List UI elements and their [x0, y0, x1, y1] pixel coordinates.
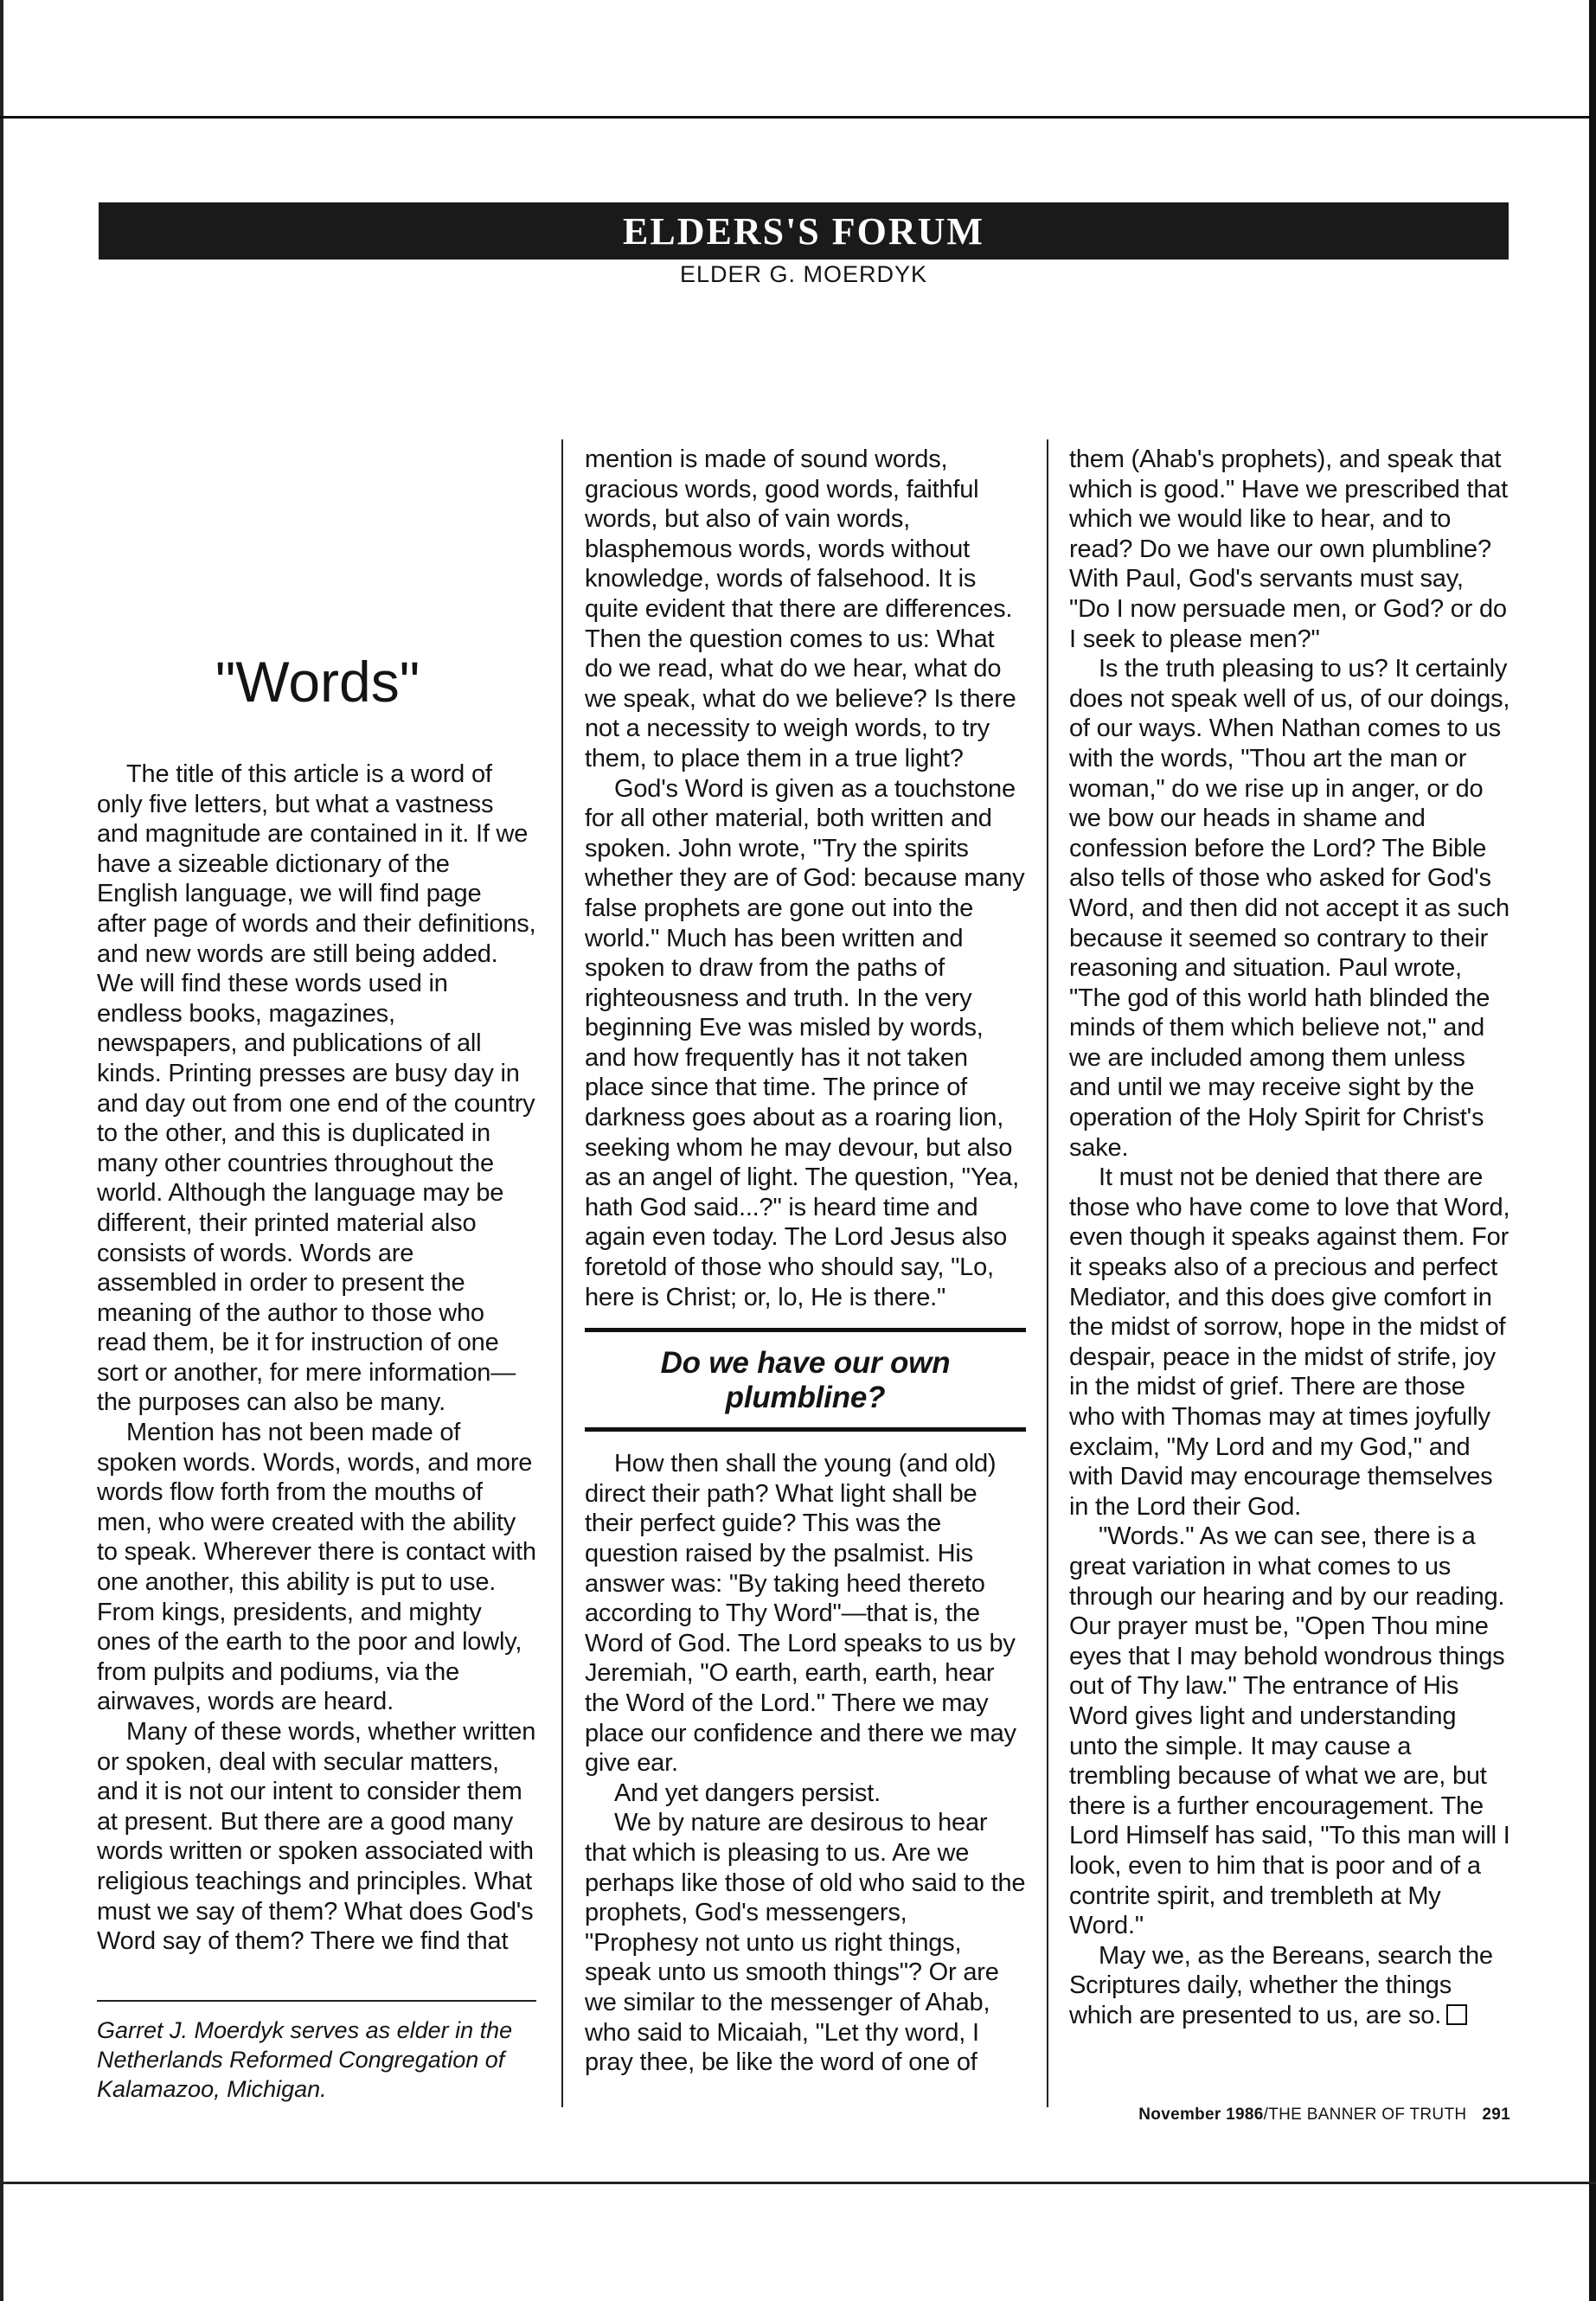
pull-quote-text: Do we have our own plumbline?	[660, 1346, 951, 1415]
paragraph: Mention has not been made of spoken words. Words, words, and more words flow forth from the mouths of men, who were created with the ability to speak. Wherever there is contact with one another, this ability is put to use. From kings, presidents, and mighty ones of the earth to the poor and lowly, from pulpits and podiums, via the airwaves, words are heard.	[97, 1419, 536, 1716]
byline: ELDER G. MOERDYK	[679, 261, 928, 287]
section-title: ELDERS'S FORUM	[623, 209, 984, 253]
page-top-edge	[0, 116, 1596, 119]
pull-quote-rule-bottom	[585, 1427, 1026, 1432]
paragraph: Is the truth pleasing to us? It certainly does not speak well of us, of our doings, of our ways. When Nathan comes to us with the words, "Thou art the man or woman," do we rise up in anger, or do we bow our heads in shame and confession before the Lord? The Bible also tells of those who asked for God's Word, and then did not accept it as such because it seemed so contrary to their reasoning and situation. Paul wrote, "The god of this world hath blinded the minds of them which believe not," and we are included among them unless and until we may receive sight by the operation of the Holy Spirit for Christ's sake.	[1069, 655, 1510, 1162]
column-2	[585, 445, 1026, 2078]
page-footer	[1069, 2106, 1510, 2125]
paragraph: It must not be denied that there are those who have come to love that Word, even though it speaks against them. For it speaks also of a precious and perfect Mediator, and this does give comfort in the midst of sorrow, hope in the midst of despair, peace in the midst of strife, joy in the midst of grief. There are those who with Thomas may at times joyfully exclaim, "My Lord and my God," and with David may encourage themselves in the Lord their God.	[1069, 1163, 1510, 1521]
paragraph: The title of this article is a word of only five letters, but what a vastness and magnitude are contained in it. If we have a sizeable dictionary of the English language, we will find page after page of words and their definitions, and new words are still being added. We will find these words used in endless books, magazines, newspapers, and publications of all kinds. Printing presses are busy day in and day out from one end of the country to the other, and this is duplicated in many other countries throughout the world. Although the language may be different, their printed material also consists of words. Words are assembled in order to present the meaning of the author to those who read them, be it for instruction of one sort or another, for mere information—the purposes can also be many.	[97, 760, 536, 1417]
scan-border-left	[0, 0, 3, 2301]
paragraph-final	[1069, 1941, 1510, 2031]
author-bio: Garret J. Moerdyk serves as elder in the Netherlands Reformed Congregation of Kalamazoo, Michigan.	[97, 2017, 513, 2102]
section-banner	[99, 202, 1509, 260]
column-3	[1069, 445, 1510, 2030]
footer-date: November 1986	[1138, 2106, 1264, 2124]
column-divider	[561, 439, 563, 2107]
footer-separator: /	[1263, 2106, 1269, 2124]
paragraph: And yet dangers persist.	[614, 1779, 881, 1807]
page-bottom-edge	[0, 2182, 1596, 2184]
page-number: 291	[1482, 2106, 1510, 2124]
paragraph-text: May we, as the Bereans, search the Scriptures daily, whether the things which are presented to us, are so.	[1069, 1941, 1493, 2029]
paragraph: them (Ahab's prophets), and speak that which is good." Have we prescribed that which we would like to hear, and to read? Do we have our own plumbline? With Paul, God's servants must say, "Do I now persuade men, or God? or do I seek to please men?"	[1069, 445, 1509, 653]
paragraph: mention is made of sound words, gracious words, good words, faithful words, but also of vain words, blasphemous words, words without knowledge, words of falsehood. It is quite evident that there are differences. Then the question comes to us: What do we read, what do we hear, what do we speak, what do we believe? Is there not a necessity to weigh words, to try them, to place them in a true light?	[585, 445, 1016, 772]
article-title: "Words"	[215, 650, 420, 714]
column-1	[97, 760, 536, 1957]
footer-publication: THE BANNER OF TRUTH	[1268, 2106, 1467, 2124]
scan-border-right	[1589, 0, 1596, 2301]
pull-quote	[585, 1328, 1026, 1432]
bio-divider	[97, 2000, 536, 2002]
paragraph: Many of these words, whether written or spoken, deal with secular matters, and it is not our intent to consider them at present. But there are a good many words written or spoken associated with religious teachings and principles. What must we say of them? What does God's Word say of them? There we find that	[97, 1718, 536, 1956]
paragraph: How then shall the young (and old) direct their path? What light shall be their perfect guide? This was the question raised by the psalmist. His answer was: "By taking heed thereto according to Thy Word"—that is, the Word of God. The Lord speaks to us by Jeremiah, "O earth, earth, earth, hear the Word of the Lord." There we may place our confidence and there we may give ear.	[585, 1450, 1016, 1778]
paragraph: "Words." As we can see, there is a great variation in what comes to us through our hearing and by our reading. Our prayer must be, "Open Thou mine eyes that I may behold wondrous things out of Thy law." The entrance of His Word gives light and understanding unto the simple. It may cause a trembling because of what we are, but there is a further encouragement. The Lord Himself has said, "To this man will I look, even to him that is poor and of a contrite spirit, and trembleth at My Word."	[1069, 1522, 1510, 1940]
end-mark-icon	[1446, 2004, 1467, 2025]
column-divider	[1047, 439, 1048, 2107]
paragraph: God's Word is given as a touchstone for all other material, both written and spoken. John wrote, "Try the spirits whether they are of God: because many false prophets are gone out into the world." Much has been written and spoken to draw from the paths of righteousness and truth. In the very beginning Eve was misled by words, and how frequently has it not taken place since that time. The prince of darkness goes about as a roaring lion, seeking whom he may devour, but also as an angel of light. The question, "Yea, hath God said...?" is heard time and again even today. The Lord Jesus also foretold of those who should say, "Lo, here is Christ; or, lo, He is there."	[585, 774, 1025, 1311]
paragraph: We by nature are desirous to hear that which is pleasing to us. Are we perhaps like those of old who said to the prophets, God's messengers, "Prophesy not unto us right things, speak unto us smooth things"? Or are we similar to the messenger of Ahab, who said to Micaiah, "Let thy word, I pray thee, be like the word of one of	[585, 1809, 1026, 2077]
